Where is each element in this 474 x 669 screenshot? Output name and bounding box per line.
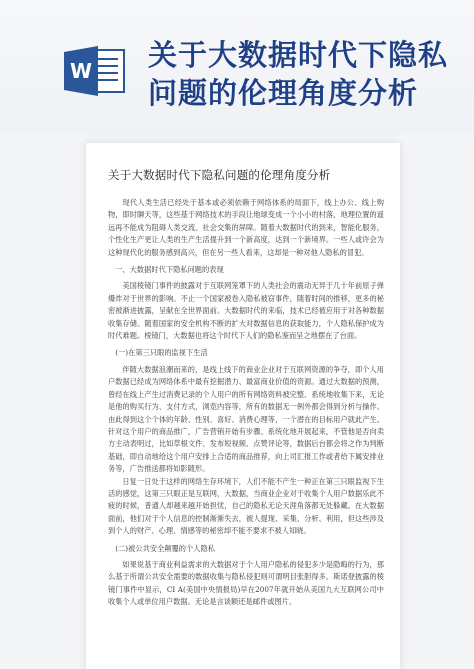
word-doc-icon: [64, 46, 126, 96]
section1-heading: 一、大数据时代下隐私问题的表现: [115, 265, 224, 275]
intro-paragraph: 现代人类生活已经处于基本或必须依赖于网络体系的局面下，线上办公、线上购物，即时聊天等，这些基于网络技术的手段让地球变成一个小小的村落，地理位置的遥远再不能成为阻碍人类交流、社会交集的屏障。随着大数据时代的到来，智能化服务，个性化生产更让人类的生产生活提升到一个新高度，达到一个新境界。一些人或许会为这种现代化的服务感到高兴，但在另一些人看来，这却是一种对他人隐私的冒犯。: [108, 198, 384, 257]
banner-title: [148, 36, 458, 112]
banner-title-line1: 关于大数据时代下隐私: [148, 38, 449, 72]
subsection2-heading: (二)被公共安全颠覆的个人隐私: [115, 543, 215, 553]
document-body: [108, 197, 384, 609]
document-page: [86, 143, 400, 669]
document-title: 关于大数据时代下隐私问题的伦理角度分析: [108, 168, 331, 182]
subsection1-paragraph2: 日复一日处于这样的网络生存环境下，人们不能不产生一种正在第三只眼监视下生活的感觉，这第三只眼正是互联网，大数据，当商业企业对于收集个人用户数据乐此不疲的时候，普通人却越来越开始担忧，自己的隐私无论天涯角落都无处躲藏。在大数据面前，他们对于个人信息的控制渐渐失去，被人提现、采集、分析、利用，但这些涉及到个人的财产、心理、情感等的秘密却不能不要求不被人知晓。: [108, 476, 384, 536]
subsection1-paragraph1: 伴随大数据浪潮而来的，是线上线下的商业企业对于互联网资源的争夺，即个人用户数据已经成为网络体系中最有挖掘潜力、最富商业价值的资源。通过大数据的预测，曾经在线上产生过消费记录的个人用户的所有网络资料被完整、系统地收集下来，无论是他的购买行为、支付方式，浏览内容等，所有的数据无一例外都会得到分析与操作。由此得到这个个体的年龄、性别、喜好、消费心理等，一个潜在的目标用户就此产生。针对这个用户的商品推广，广告营销开始有步骤、系统化地开展起来，不管他是否向卖方主动表明过，比如草根文件、发布短视频、点赞评论等，数据后台都会将之作为判断基础，即自动地给这个用户安排上合适的商品推荐，向上司汇报工作或者给下属安排业务等，广告推送都将如影随形。: [108, 364, 384, 474]
subsection1-heading: (一)在第三只眼的监视下生活: [115, 348, 208, 358]
banner-title-line2: 问题的伦理角度分析: [148, 76, 419, 110]
word-icon-letter: W: [69, 59, 93, 83]
subsection2-paragraph: 如果说基于商业利益需求的大数据对于个人用户隐私的侵犯多少是隐晦的行为，那么基于所谓公共安全需要的数据收集与隐私侵犯则可谓明目张胆得多。斯诺登披露的棱镜门事件中显示，CI A(美国中央情报局)早在2007年就开始从美国九大互联网公司中收集个人或单位用户数据。无论是言谈额还是邮件或图片。: [108, 559, 384, 607]
section1-paragraph: 美国棱镜门事件的披露对于互联网笼罩下的人类社会的震动无异于几十年前原子弹爆炸对于世界的影响。不止一个国家被卷入隐私被窃事件，随着时间的推移，更多的秘密被渐进披露，呈献在全世界面前。大数据时代的来临，技术已经被应用于对各种数据收集存储。随着国家的安全机构不断的扩大对数据信息的获取能力，个人隐私保护成为时代难题。棱镜门，大数据也将这个时代下人们的隐私鉴而呈之地摆在了台面。: [108, 281, 384, 341]
title-banner: [0, 0, 474, 135]
